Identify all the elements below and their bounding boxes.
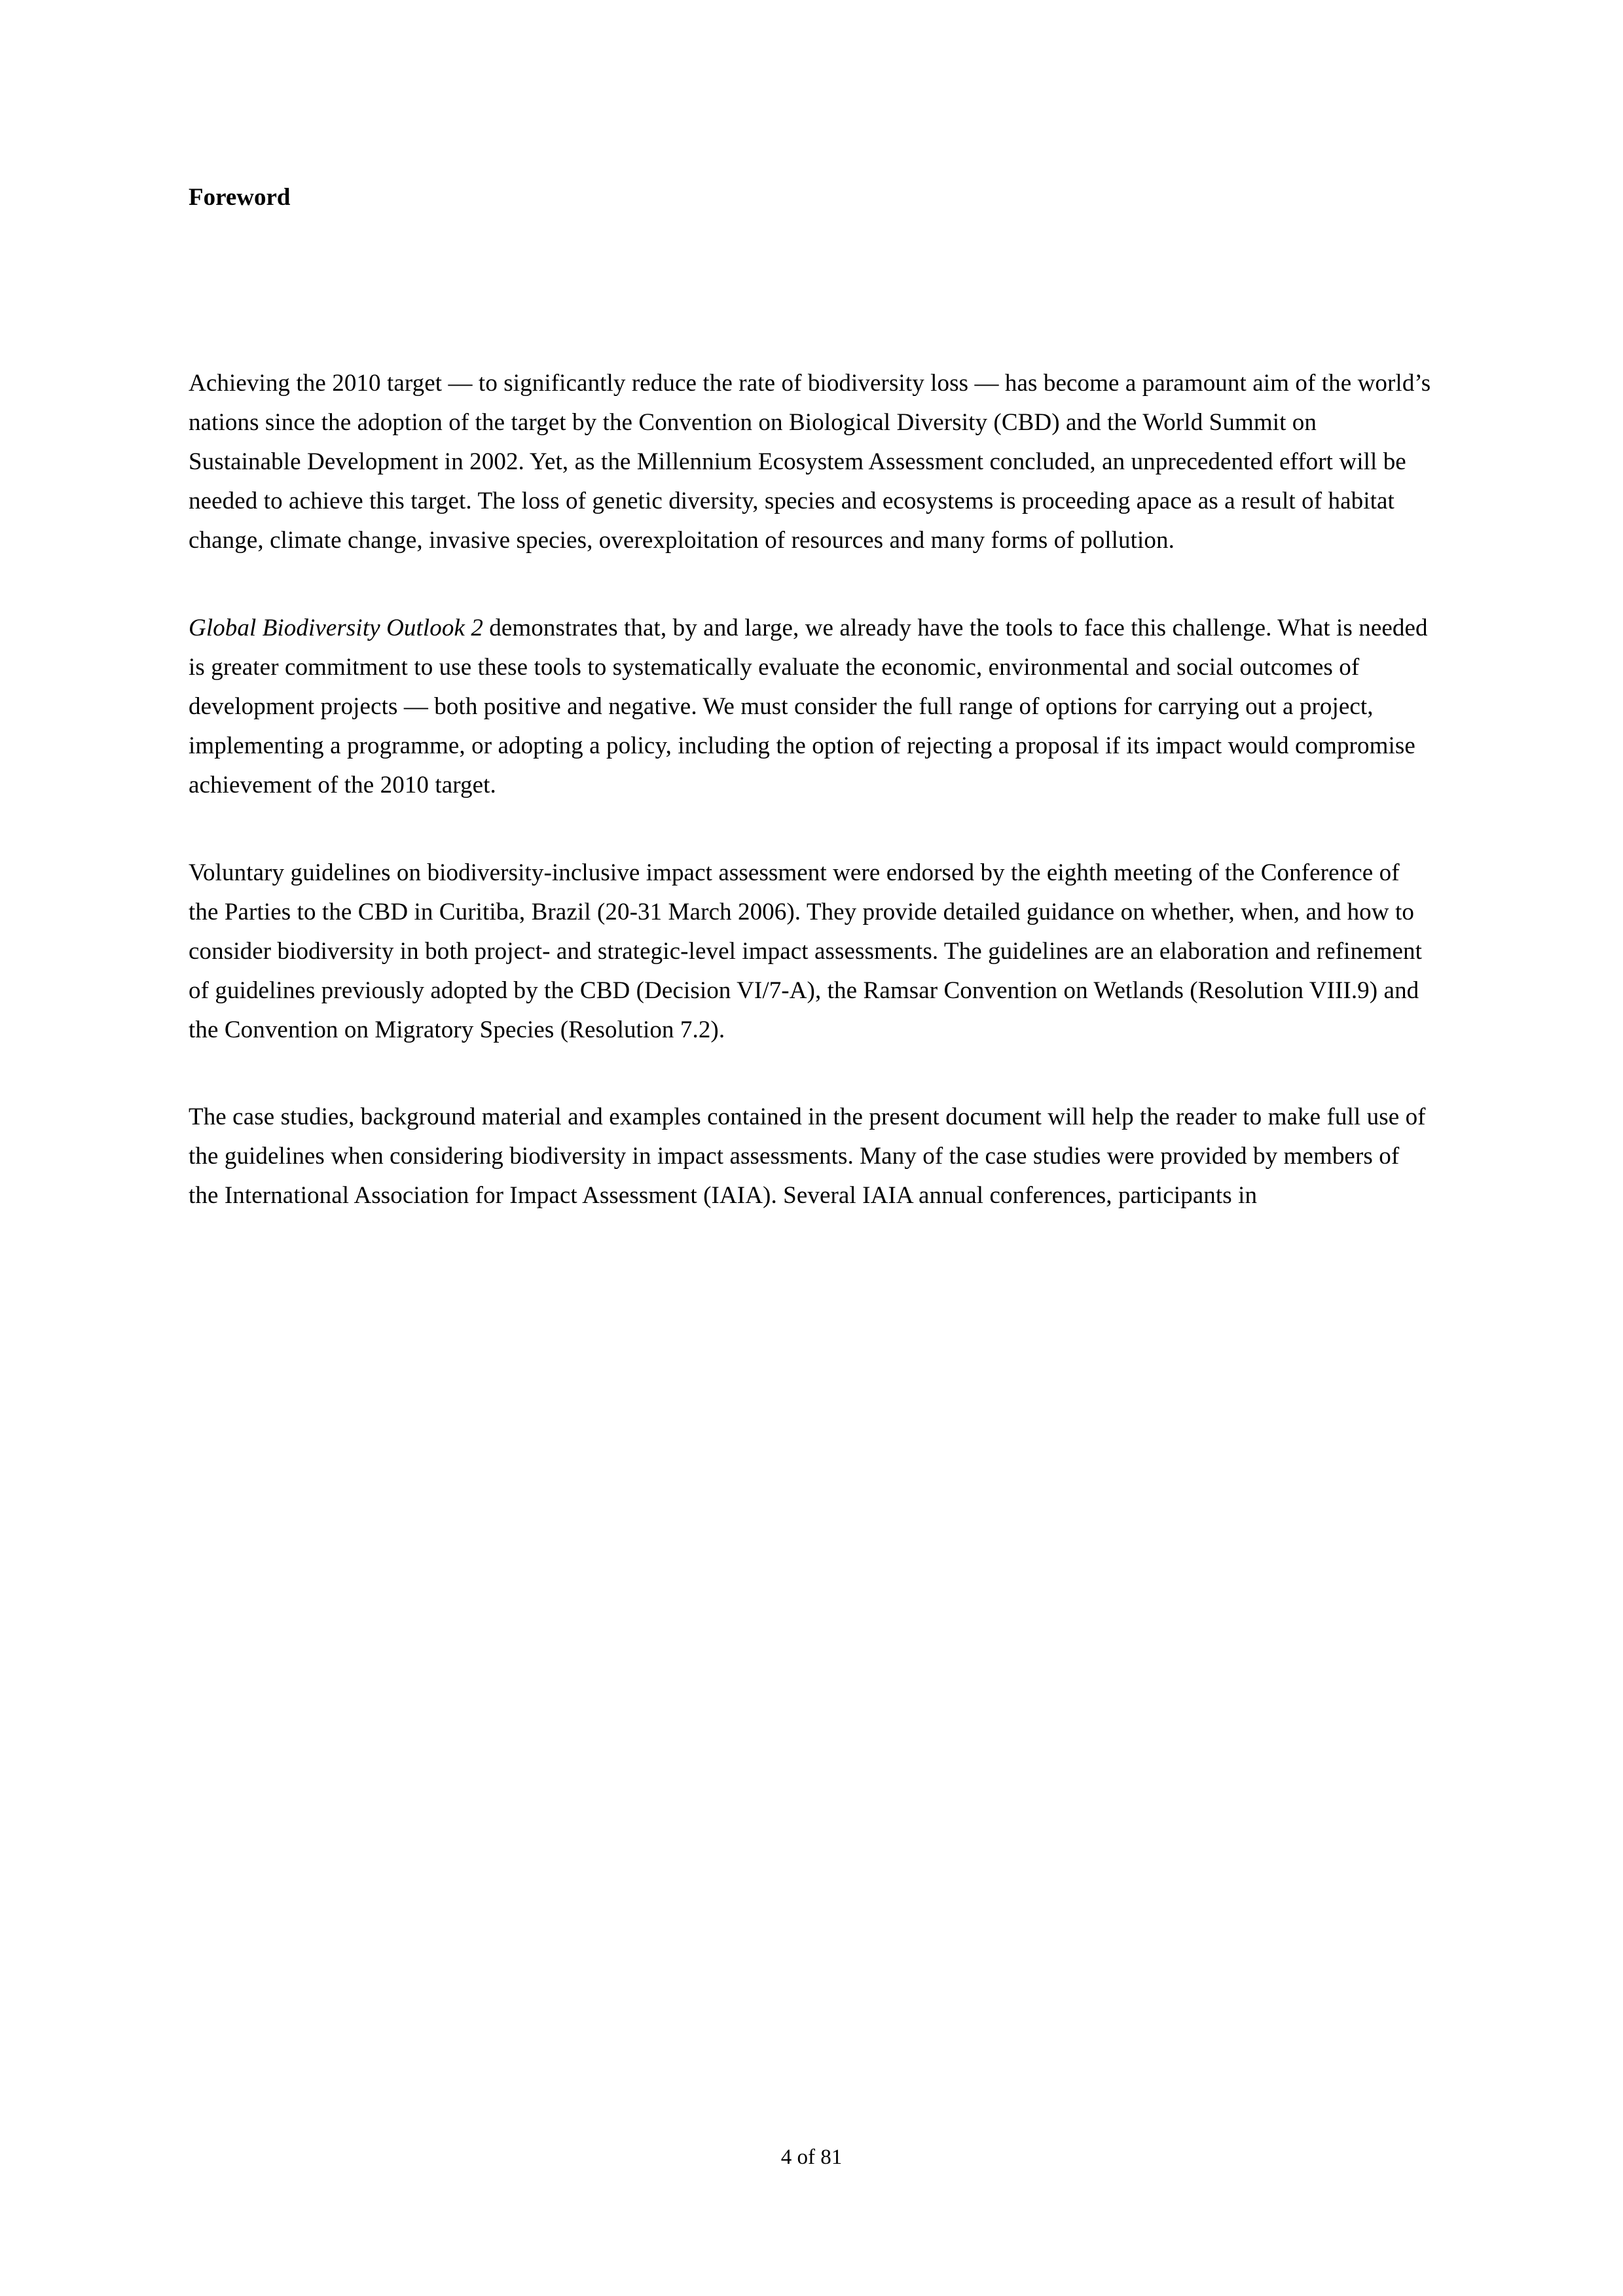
- page-content: [189, 183, 1432, 1215]
- paragraph-gap: [189, 560, 1432, 609]
- paragraph-3: [189, 853, 1432, 1050]
- paragraph-1: [189, 364, 1432, 560]
- paragraph-1-text: Achieving the 2010 target — to significantly reduce the rate of biodiversity loss — has become a paramount aim of the world’s nations since the adoption of the target by the Convention on Biological Diversity (CBD) and the World Summit on Sustainable Development in 2002. Yet, as the Millennium Ecosystem Assessment concluded, an unprecedented effort will be needed to achieve this target. The loss of genetic diversity, species and ecosystems is proceeding apace as a result of habitat change, climate change, invasive species, overexploitation of resources and many forms of pollution.: [189, 370, 1431, 554]
- paragraph-gap: [189, 805, 1432, 853]
- paragraph-2: [189, 609, 1432, 805]
- paragraph-4: [189, 1098, 1432, 1215]
- page-title: Foreword: [189, 184, 291, 211]
- paragraph-2-title-run: Global Biodiversity Outlook 2: [189, 615, 483, 642]
- paragraph-2-text: demonstrates that, by and large, we already have the tools to face this challenge. What is needed is greater commitment to use these tools to systematically evaluate the economic, environmental and social outcomes of development projects — both positive and negative. We must consider the full range of options for carrying out a project, implementing a programme, or adopting a policy, including the option of rejecting a proposal if its impact would compromise achievement of the 2010 target.: [189, 615, 1428, 798]
- heading-spacer: [189, 212, 1432, 364]
- paragraph-gap: [189, 1049, 1432, 1098]
- page-footer: 4 of 81: [780, 2145, 843, 2169]
- paragraph-4-text: The case studies, background material and examples contained in the present document will help the reader to make full use of the guidelines when considering biodiversity in impact assessments. Many of the case studies were provided by members of the International Association for Impact Assessment (IAIA). Several IAIA annual conferences, participants in: [189, 1103, 1426, 1210]
- paragraph-3-text: Voluntary guidelines on biodiversity-inclusive impact assessment were endorsed by the eighth meeting of the Conference of the Parties to the CBD in Curitiba, Brazil (20-31 March 2006). They provide detailed guidance on whether, when, and how to consider biodiversity in both project- and strategic-level impact assessments. The guidelines are an elaboration and refinement of guidelines previously adopted by the CBD (Decision VI/7-A), the Ramsar Convention on Wetlands (Resolution VIII.9) and the Convention on Migratory Species (Resolution 7.2).: [189, 859, 1423, 1043]
